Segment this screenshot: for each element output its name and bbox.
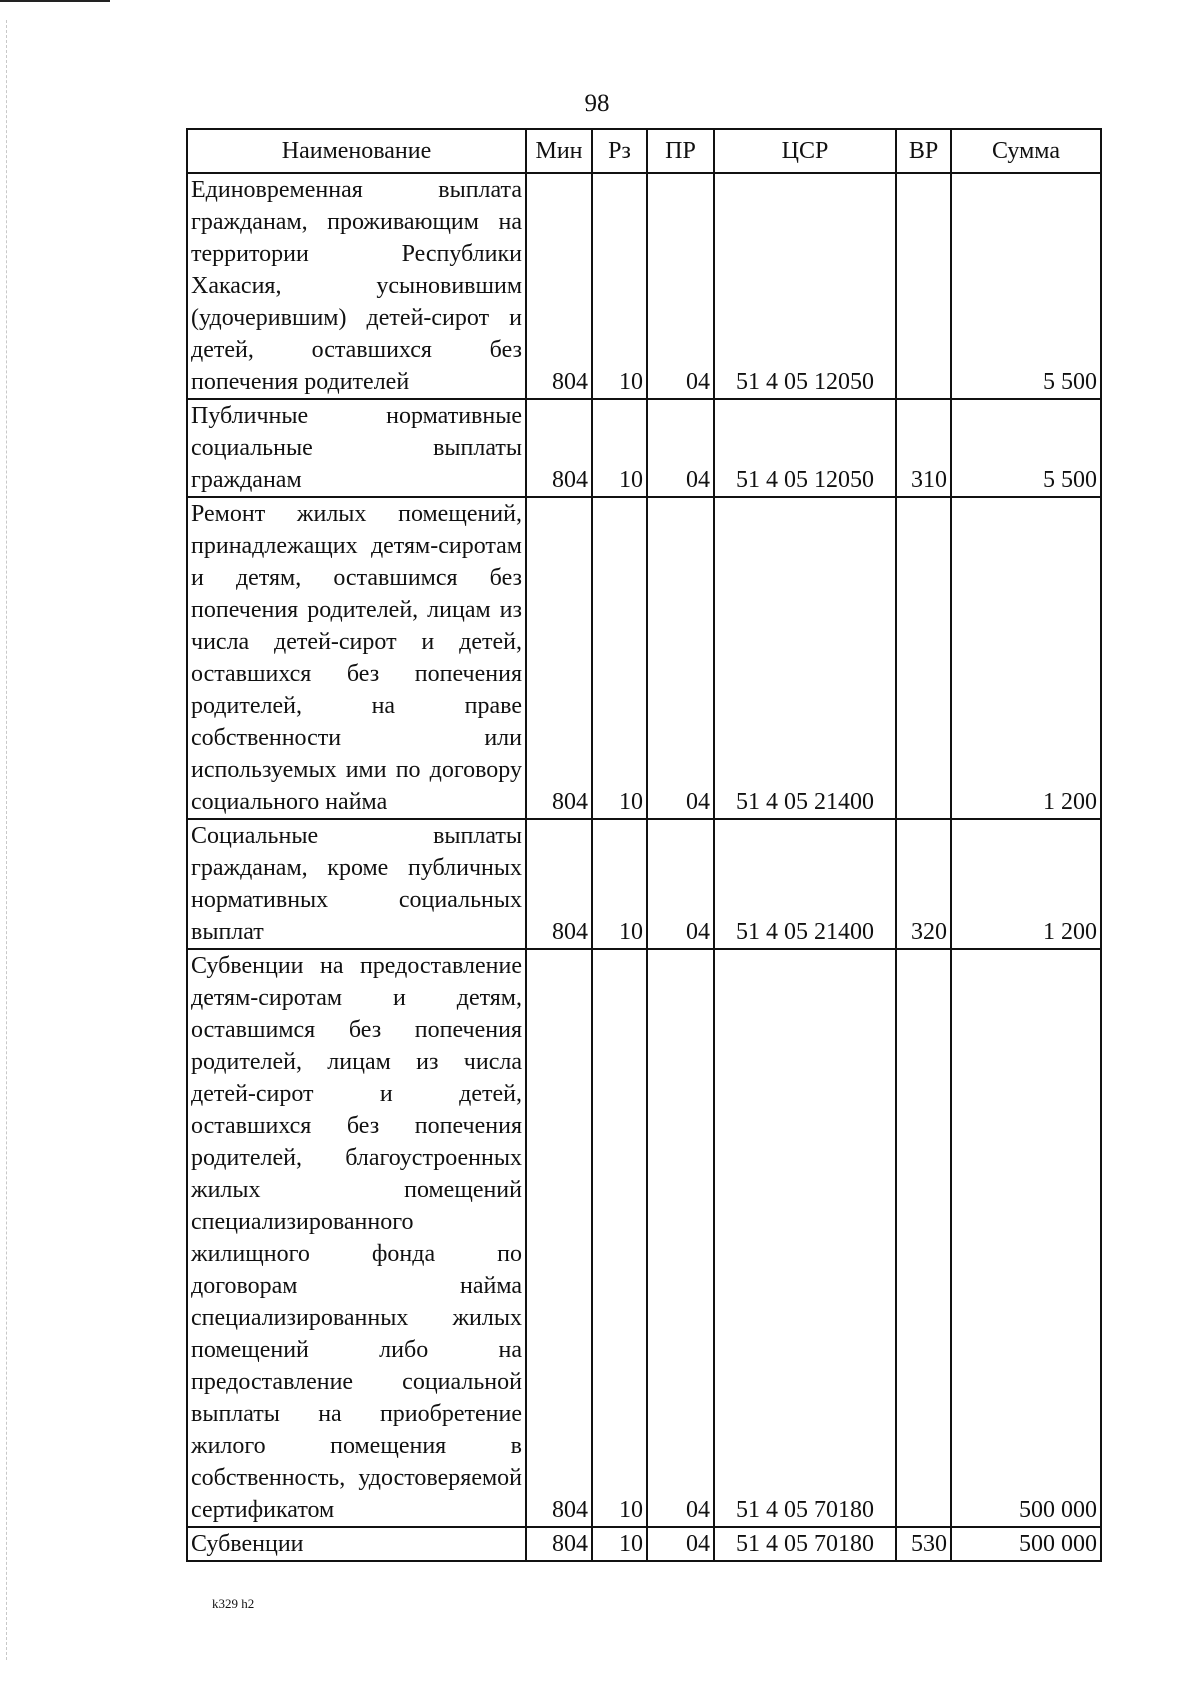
row-min: 804 — [526, 1527, 592, 1561]
table-row — [187, 819, 1101, 949]
row-sum: 5 500 — [951, 173, 1101, 399]
row-min: 804 — [526, 399, 592, 497]
row-vr: 320 — [896, 819, 951, 949]
row-sum: 1 200 — [951, 819, 1101, 949]
row-rz: 10 — [592, 949, 647, 1527]
row-rz: 10 — [592, 819, 647, 949]
row-pr: 04 — [647, 949, 714, 1527]
row-pr: 04 — [647, 819, 714, 949]
scan-edge-dots — [6, 20, 8, 1660]
row-pr: 04 — [647, 1527, 714, 1561]
row-sum: 500 000 — [951, 949, 1101, 1527]
header-min: Мин — [526, 129, 592, 173]
row-csr: 51 4 05 21400 — [714, 497, 896, 819]
row-csr: 51 4 05 70180 — [714, 949, 896, 1527]
row-rz: 10 — [592, 399, 647, 497]
table-row — [187, 949, 1101, 1527]
header-vr: ВР — [896, 129, 951, 173]
row-csr: 51 4 05 21400 — [714, 819, 896, 949]
row-rz: 10 — [592, 173, 647, 399]
row-sum: 5 500 — [951, 399, 1101, 497]
row-sum: 500 000 — [951, 1527, 1101, 1561]
header-rz: Рз — [592, 129, 647, 173]
row-name: Публичные нормативные социальные выплаты гражданам — [187, 399, 526, 497]
row-csr: 51 4 05 70180 — [714, 1527, 896, 1561]
table-header-row — [187, 129, 1101, 173]
table-row — [187, 399, 1101, 497]
row-vr — [896, 949, 951, 1527]
row-pr: 04 — [647, 497, 714, 819]
row-vr — [896, 173, 951, 399]
scan-edge-mark — [0, 0, 110, 2]
row-vr — [896, 497, 951, 819]
row-rz: 10 — [592, 1527, 647, 1561]
footer-code: k329 h2 — [212, 1596, 255, 1611]
row-name: Ремонт жилых помещений, принадлежащих детям-сиротам и детям, оставшимся без попечения родителей, лицам из числа детей-сирот и детей, оставшихся без попечения родителей, на праве собственности или используемых ими по договору социального найма — [187, 497, 526, 819]
table-row — [187, 1527, 1101, 1561]
row-min: 804 — [526, 819, 592, 949]
row-csr: 51 4 05 12050 — [714, 399, 896, 497]
row-name: Социальные выплаты гражданам, кроме публичных нормативных социальных выплат — [187, 819, 526, 949]
page-number: 98 — [584, 90, 610, 117]
row-rz: 10 — [592, 497, 647, 819]
row-min: 804 — [526, 497, 592, 819]
row-pr: 04 — [647, 399, 714, 497]
header-pr: ПР — [647, 129, 714, 173]
row-pr: 04 — [647, 173, 714, 399]
header-csr: ЦСР — [714, 129, 896, 173]
row-vr: 530 — [896, 1527, 951, 1561]
budget-table — [186, 128, 1102, 1562]
row-name: Субвенции на предоставление детям-сиротам и детям, оставшимся без попечения родителей, лицам из числа детей-сирот и детей, оставшихся без попечения родителей, благоустроенных жилых помещений специализированного жилищного фонда по договорам найма специализированных жилых помещений либо на предоставление социальной выплаты на приобретение жилого помещения в собственность, удостоверяемой сертификатом — [187, 949, 526, 1527]
row-name: Единовременная выплата гражданам, проживающим на территории Республики Хакасия, усыновившим (удочерившим) детей-сирот и детей, оставшихся без попечения родителей — [187, 173, 526, 399]
row-sum: 1 200 — [951, 497, 1101, 819]
table-row — [187, 173, 1101, 399]
row-vr: 310 — [896, 399, 951, 497]
row-csr: 51 4 05 12050 — [714, 173, 896, 399]
row-min: 804 — [526, 949, 592, 1527]
row-min: 804 — [526, 173, 592, 399]
header-name: Наименование — [187, 129, 526, 173]
header-sum: Сумма — [951, 129, 1101, 173]
row-name: Субвенции — [187, 1527, 526, 1561]
table-row — [187, 497, 1101, 819]
